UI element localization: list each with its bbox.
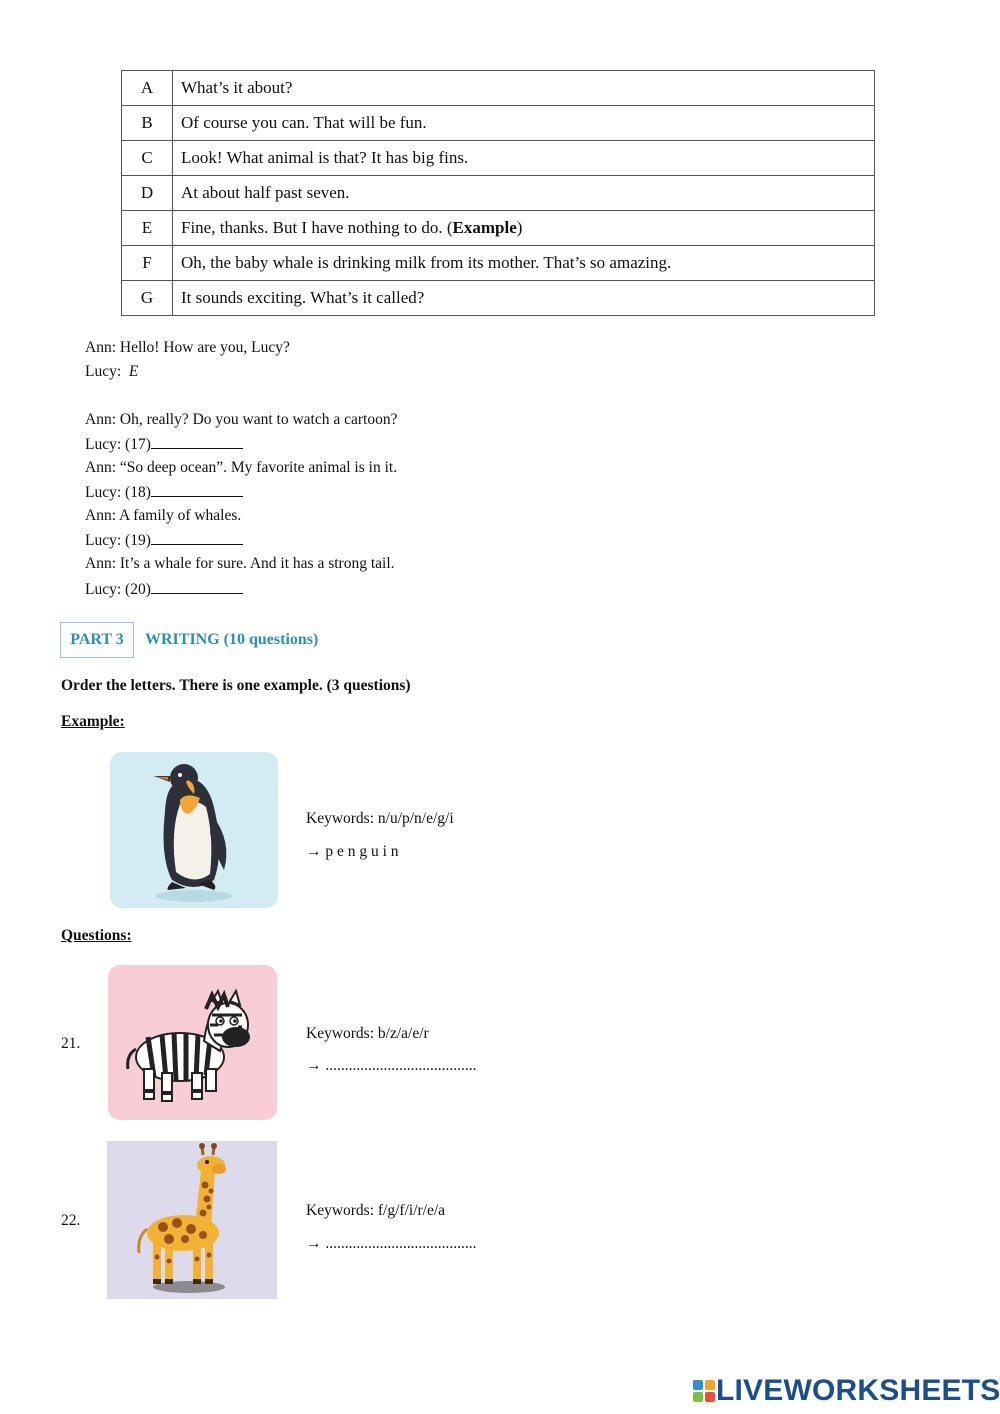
dialogue-line-7: Ann: A family of whales. <box>85 507 242 524</box>
table-row <box>122 211 875 246</box>
question-22-keywords: Keywords: f/g/f/i/r/e/a <box>306 1202 446 1219</box>
table-row <box>122 106 875 141</box>
dialogue-line-8: Lucy: (19) <box>85 531 243 550</box>
dialogue-line-2: Lucy: E <box>85 363 139 380</box>
question-21-answer[interactable]: → ....................................... <box>306 1057 477 1074</box>
option-letter: G <box>122 281 173 316</box>
table-row <box>122 176 875 211</box>
questions-heading: Questions: <box>61 927 132 944</box>
instruction: Order the letters. There is one example. (3 questions) <box>61 677 411 694</box>
example-heading: Example: <box>61 713 125 730</box>
answer-blank-19[interactable] <box>151 531 243 545</box>
question-21-number: 21. <box>61 1035 81 1052</box>
answer-blank-18[interactable] <box>151 483 243 497</box>
dialogue-line-10: Lucy: (20) <box>85 580 243 599</box>
dialogue-line-6: Lucy: (18) <box>85 483 243 502</box>
option-text: It sounds exciting. What’s it called? <box>173 281 875 316</box>
option-letter: B <box>122 106 173 141</box>
part3-title: WRITING (10 questions) <box>145 631 319 648</box>
example-marker: Example <box>452 218 517 237</box>
table-row <box>122 281 875 316</box>
option-letter: D <box>122 176 173 211</box>
options-table <box>121 70 875 316</box>
zebra-icon <box>108 965 277 1120</box>
option-letter: F <box>122 246 173 281</box>
table-row <box>122 71 875 106</box>
example-answer-line: → p e n g u i n <box>306 843 399 860</box>
giraffe-icon <box>107 1141 277 1299</box>
logo-grid-icon <box>692 1379 716 1403</box>
answer-blank-20[interactable] <box>151 580 243 594</box>
option-letter: C <box>122 141 173 176</box>
example-answer: E <box>128 363 139 380</box>
logo-text: LIVEWORKSHEETS <box>716 1374 1000 1407</box>
table-row <box>122 141 875 176</box>
part3-label: PART 3 <box>60 622 134 658</box>
option-letter: A <box>122 71 173 106</box>
dialogue-line-3: Ann: Oh, really? Do you want to watch a cartoon? <box>85 411 398 428</box>
answer-blank-17[interactable] <box>151 435 243 449</box>
example-keywords: Keywords: n/u/p/n/e/g/i <box>306 810 454 827</box>
option-text: Oh, the baby whale is drinking milk from its mother. That’s so amazing. <box>173 246 875 281</box>
table-row <box>122 246 875 281</box>
question-21-keywords: Keywords: b/z/a/e/r <box>306 1025 429 1042</box>
zebra-image <box>108 965 277 1120</box>
giraffe-image <box>107 1141 277 1299</box>
dialogue-line-4: Lucy: (17) <box>85 435 243 454</box>
option-text: Look! What animal is that? It has big fins. <box>173 141 875 176</box>
penguin-image <box>110 752 278 908</box>
liveworksheets-logo[interactable] <box>692 1374 1000 1408</box>
option-text: What’s it about? <box>173 71 875 106</box>
question-22-number: 22. <box>61 1212 81 1229</box>
penguin-icon <box>110 752 278 908</box>
dialogue-line-1: Ann: Hello! How are you, Lucy? <box>85 339 290 356</box>
option-text: Fine, thanks. But I have nothing to do. (Example) <box>173 211 875 246</box>
option-letter: E <box>122 211 173 246</box>
dialogue-line-5: Ann: “So deep ocean”. My favorite animal is in it. <box>85 459 398 476</box>
option-text: At about half past seven. <box>173 176 875 211</box>
question-22-answer[interactable]: → ....................................... <box>306 1235 477 1252</box>
dialogue-line-9: Ann: It’s a whale for sure. And it has a strong tail. <box>85 555 395 572</box>
option-text: Of course you can. That will be fun. <box>173 106 875 141</box>
